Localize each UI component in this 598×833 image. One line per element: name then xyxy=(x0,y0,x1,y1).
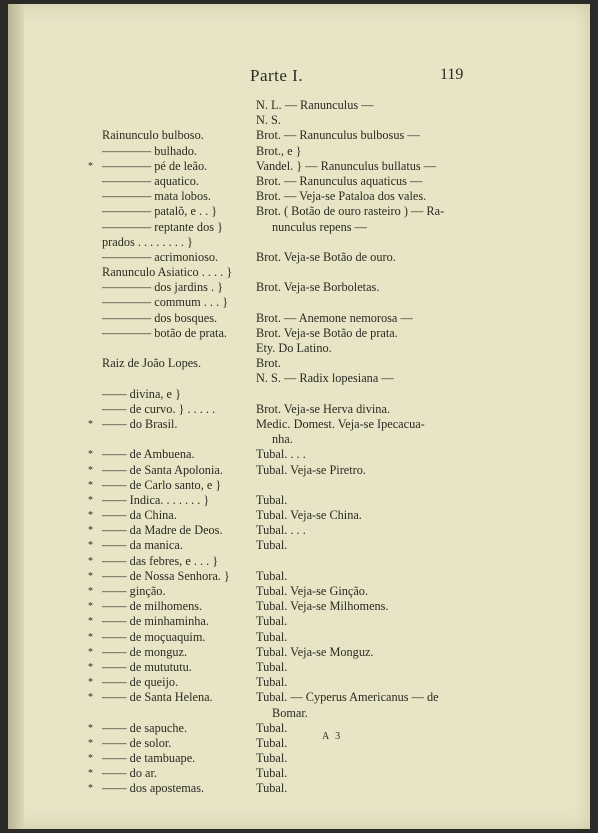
entry-source: Brot. ( Botão de ouro rasteiro ) — Ra- xyxy=(256,204,445,219)
entry-source: Tubal. — Cyperus Americanus — de xyxy=(256,690,439,705)
entry-line xyxy=(8,113,590,128)
entry-source: N. S. — Radix lopesiana — xyxy=(256,371,394,386)
entry-marker: * xyxy=(88,616,93,628)
entry-line xyxy=(8,463,590,478)
entry-line xyxy=(8,690,590,705)
entry-marker: * xyxy=(88,418,93,430)
entry-term: —— de sapuche. xyxy=(102,720,188,735)
entry-line xyxy=(8,554,590,569)
entry-term: ———— dos bosques. xyxy=(102,310,218,325)
entry-term: ———— acrimonioso. xyxy=(102,249,219,264)
entry-term: —— de curvo. } . . . . . xyxy=(102,401,216,416)
entry-line xyxy=(8,523,590,538)
entry-line xyxy=(8,736,590,751)
entry-source: Tubal. Veja-se Monguz. xyxy=(256,644,374,659)
entry-term: —— dos apostemas. xyxy=(102,781,205,796)
entry-term: —— de minhaminha. xyxy=(102,614,209,629)
entry-source: Brot. — Veja-se Pataloa dos vales. xyxy=(256,189,427,204)
entry-marker: * xyxy=(88,540,93,552)
page-header xyxy=(8,66,590,88)
entry-marker: * xyxy=(88,768,93,780)
entry-marker: * xyxy=(88,783,93,795)
entry-continuation: Bomar. xyxy=(272,705,308,720)
entry-source: Brot. — Anemone nemorosa — xyxy=(256,310,413,325)
entry-source: Tubal. xyxy=(256,614,288,629)
entry-line xyxy=(8,311,590,326)
entry-line xyxy=(8,235,590,250)
signature-mark: A 3 xyxy=(322,731,343,742)
entry-source: N. L. — Ranunculus — xyxy=(256,98,374,112)
page-number: 119 xyxy=(440,66,464,83)
entry-source: Brot. — Ranunculus bulbosus — xyxy=(256,128,420,143)
entry-term: —— do Brasil. xyxy=(102,416,178,431)
entry-term: ———— reptante dos } xyxy=(102,219,223,234)
entry-line xyxy=(8,387,590,402)
entry-source: Brot. xyxy=(256,356,281,371)
entry-term: ———— commum . . . } xyxy=(102,295,229,310)
entry-source: Tubal. xyxy=(256,766,288,781)
entry-line xyxy=(8,751,590,766)
entry-marker: * xyxy=(88,646,93,658)
entry-marker: * xyxy=(88,464,93,476)
entry-source: Tubal. xyxy=(256,659,288,674)
entry-source: Brot. — Ranunculus aquaticus — xyxy=(256,173,423,188)
entry-line xyxy=(8,584,590,599)
entry-term: —— Indica. . . . . . . } xyxy=(102,492,210,507)
entry-term: —— da manica. xyxy=(102,538,183,553)
entry-term: —— de solor. xyxy=(102,735,172,750)
entry-line xyxy=(8,174,590,189)
entry-line xyxy=(8,569,590,584)
entry-line xyxy=(8,371,590,386)
entry-list xyxy=(8,98,590,797)
entry-marker: * xyxy=(88,692,93,704)
entry-source: Brot. Veja-se Botão de prata. xyxy=(256,325,398,340)
entry-marker: * xyxy=(88,631,93,643)
entry-marker: * xyxy=(88,661,93,673)
entry-line xyxy=(8,402,590,417)
entry-line xyxy=(8,144,590,159)
entry-line xyxy=(8,660,590,675)
entry-source: Medic. Domest. Veja-se Ipecacua- xyxy=(256,416,425,431)
entry-source: Tubal. xyxy=(256,568,288,583)
page-title: Parte I. xyxy=(250,66,304,85)
entry-continuation: nha. xyxy=(272,432,293,447)
entry-term: —— de monguz. xyxy=(102,644,188,659)
entry-marker: * xyxy=(88,737,93,749)
entry-line xyxy=(8,159,590,174)
entry-source: Brot. Veja-se Borboletas. xyxy=(256,280,380,295)
entry-source: Tubal. Veja-se China. xyxy=(256,508,362,523)
entry-source: Tubal. xyxy=(256,751,288,766)
entry-source: Tubal. xyxy=(256,492,288,507)
entry-line xyxy=(8,508,590,523)
entry-line xyxy=(8,766,590,781)
entry-term: ———— pé de leão. xyxy=(102,158,208,173)
entry-line xyxy=(8,189,590,204)
entry-term: Ranunculo Asiatico . . . . } xyxy=(102,265,233,280)
entry-marker: * xyxy=(88,677,93,689)
entry-source: Brot. Veja-se Botão de ouro. xyxy=(256,249,396,264)
entry-marker: * xyxy=(88,753,93,765)
entry-source: Tubal. xyxy=(256,735,288,750)
entry-marker: * xyxy=(88,601,93,613)
entry-term: —— de Nossa Senhora. } xyxy=(102,568,230,583)
entry-source: Tubal. xyxy=(256,720,288,735)
entry-line xyxy=(8,447,590,462)
entry-term: —— de Santa Apolonia. xyxy=(102,462,223,477)
entry-line xyxy=(8,98,590,113)
entry-term: ———— botão de prata. xyxy=(102,325,227,340)
entry-term: ———— dos jardins . } xyxy=(102,280,224,295)
entry-line xyxy=(8,645,590,660)
entry-marker: * xyxy=(88,479,93,491)
entry-line xyxy=(8,295,590,310)
entry-line xyxy=(8,356,590,371)
entry-term: ———— patalõ, e . . } xyxy=(102,204,218,219)
entry-line xyxy=(8,220,590,235)
entry-term: —— das febres, e . . . } xyxy=(102,553,219,568)
entry-marker: * xyxy=(88,722,93,734)
entry-source: Brot. Veja-se Herva divina. xyxy=(256,401,390,416)
entry-marker: * xyxy=(88,586,93,597)
entry-term: —— de mutututu. xyxy=(102,659,192,674)
entry-line xyxy=(8,341,590,356)
entry-line xyxy=(8,614,590,629)
entry-marker: * xyxy=(88,160,93,172)
entry-line xyxy=(8,417,590,432)
entry-marker: * xyxy=(88,510,93,522)
entry-marker: * xyxy=(88,449,93,461)
entry-source: Tubal. xyxy=(256,629,288,644)
entry-line xyxy=(8,706,590,721)
entry-line xyxy=(8,280,590,295)
entry-source: Tubal. Veja-se Piretro. xyxy=(256,462,366,477)
entry-term: ———— bulhado. xyxy=(102,143,197,158)
entry-source: Tubal. xyxy=(256,675,288,690)
entry-source: N. S. xyxy=(256,113,281,128)
entry-source: Vandel. } — Ranunculus bullatus — xyxy=(256,158,437,173)
entry-line xyxy=(8,538,590,553)
entry-term: —— ginção. xyxy=(102,584,166,598)
entry-term: —— de Santa Helena. xyxy=(102,690,213,705)
entry-term: —— de queijo. xyxy=(102,675,179,690)
entry-line xyxy=(8,250,590,265)
entry-line xyxy=(8,204,590,219)
entry-source: Tubal. . . . xyxy=(256,523,306,538)
entry-term: —— de tambuape. xyxy=(102,751,196,766)
entry-term: —— de milhomens. xyxy=(102,599,203,614)
book-page xyxy=(8,4,590,829)
entry-line xyxy=(8,128,590,143)
entry-line xyxy=(8,630,590,645)
entry-marker: * xyxy=(88,555,93,567)
entry-source: Tubal. . . . xyxy=(256,447,306,462)
entry-term: Rainunculo bulboso. xyxy=(102,128,204,143)
entry-term: —— de moçuaquim. xyxy=(102,629,206,644)
entry-term: Raiz de João Lopes. xyxy=(102,356,202,371)
entry-term: prados . . . . . . . . } xyxy=(102,234,193,249)
entry-term: ———— aquatico. xyxy=(102,173,199,188)
entry-marker: * xyxy=(88,525,93,537)
entry-term: ———— mata lobos. xyxy=(102,189,211,204)
entry-source: Tubal. xyxy=(256,781,288,796)
entry-source: Tubal. Veja-se Ginção. xyxy=(256,584,369,598)
entry-line xyxy=(8,265,590,280)
entry-source: Tubal. xyxy=(256,538,288,553)
entry-source: Brot., e } xyxy=(256,143,302,158)
entry-line xyxy=(8,675,590,690)
entry-line xyxy=(8,432,590,447)
entry-source: Ety. Do Latino. xyxy=(256,341,332,355)
entry-term: —— do ar. xyxy=(102,766,157,781)
entry-marker: * xyxy=(88,494,93,506)
entry-term: —— de Ambuena. xyxy=(102,447,195,462)
entry-marker: * xyxy=(88,570,93,582)
entry-line xyxy=(8,781,590,796)
entry-line xyxy=(8,721,590,736)
entry-term: —— da China. xyxy=(102,508,177,523)
entry-term: —— da Madre de Deos. xyxy=(102,523,223,538)
entry-line xyxy=(8,326,590,341)
entry-line xyxy=(8,599,590,614)
entry-term: —— divina, e } xyxy=(102,386,181,401)
entry-line xyxy=(8,478,590,493)
entry-continuation: nunculus repens — xyxy=(272,219,367,234)
entry-term: —— de Carlo santo, e } xyxy=(102,477,222,492)
entry-source: Tubal. Veja-se Milhomens. xyxy=(256,599,389,614)
entry-line xyxy=(8,493,590,508)
